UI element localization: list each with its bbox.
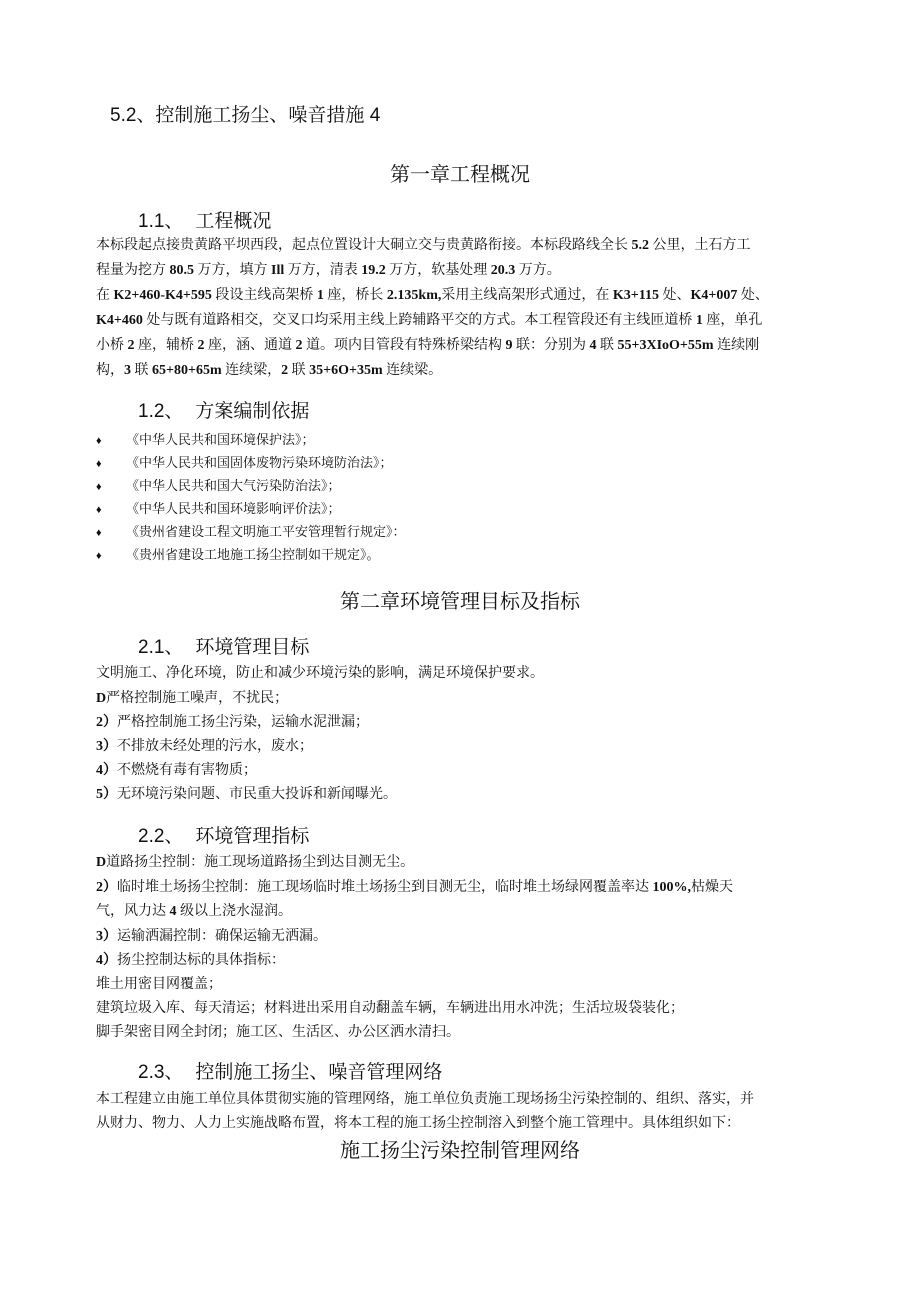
section-2-2-heading <box>138 821 309 848</box>
section-2-3-heading <box>138 1057 442 1084</box>
paragraph-line: 本标段起点接贵黄路平坝西段，起点位置设计大硐立交与贵黄路衔接。本标段路线全长 5.2 公里，土石方工 <box>96 238 751 253</box>
paragraph-line: 在 K2+460-K4+595 段设主线高架桥 1 座，桥长 2.135km,采用主线高架形式通过，在 K3+115 处、K4+007 处、 <box>96 288 769 303</box>
section-1-2-heading <box>138 396 309 423</box>
section-number: 1.2、 <box>138 401 184 422</box>
section-number: 2.2、 <box>138 826 184 847</box>
diamond-bullet-icon: ♦ <box>96 481 102 493</box>
list-item-continuation: 气，风力达 4 级以上浇水湿润。 <box>96 904 292 919</box>
paragraph-line: 构，3 联 65+80+65m 连续梁，2 联 35+6O+35m 连续梁。 <box>96 363 443 378</box>
toc-entry[interactable]: 5.2、控制施工扬尘、噪音措施 4 <box>110 105 381 126</box>
section-title: 控制施工扬尘、噪音管理网络 <box>195 1062 443 1083</box>
diamond-bullet-icon: ♦ <box>96 435 102 447</box>
list-item: ♦ 《中华人民共和国固体废物污染环境防治法》； <box>96 455 393 470</box>
list-item: 4）扬尘控制达标的具体指标： <box>96 953 285 968</box>
list-item: 2）临时堆土场扬尘控制：施工现场临时堆土场扬尘到目测无尘，临时堆土场绿网覆盖率达 100%,枯燥天 <box>96 880 733 895</box>
section-number: 2.3、 <box>138 1062 184 1083</box>
section-2-1-heading <box>138 632 309 659</box>
list-item: 3）运输洒漏控制：确保运输无洒漏。 <box>96 929 327 944</box>
section-number: 1.1、 <box>138 211 184 232</box>
list-item: D道路扬尘控制：施工现场道路扬尘到达目测无尘。 <box>96 855 415 870</box>
list-item: D严格控制施工噪声，不扰民； <box>96 691 289 706</box>
chapter-2-title: 第二章环境管理目标及指标 <box>340 591 580 613</box>
diamond-bullet-icon: ♦ <box>96 550 102 562</box>
indicator-line: 堆土用密目网覆盖； <box>96 977 222 992</box>
list-item: 5）无环境污染问题、市民重大投诉和新闻曝光。 <box>96 787 397 802</box>
section-title: 环境管理目标 <box>195 637 310 658</box>
section-title: 方案编制依据 <box>195 401 310 422</box>
section-number: 2.1、 <box>138 637 184 658</box>
section-1-1-heading <box>138 206 271 233</box>
list-item: 4）不燃烧有毒有害物质； <box>96 763 257 778</box>
list-item: 2）严格控制施工扬尘污染，运输水泥泄漏； <box>96 715 369 730</box>
diamond-bullet-icon: ♦ <box>96 458 102 470</box>
list-item: 3）不排放未经处理的污水，废水； <box>96 739 313 754</box>
indicator-line: 建筑垃圾入库、每天清运；材料进出采用自动翻盖车辆，车辆进出用水冲洗；生活垃圾袋装化； <box>96 1001 684 1016</box>
paragraph-line: 小桥 2 座，辅桥 2 座，涵、通道 2 道。项内目管段有特殊桥梁结构 9 联：分别为 4 联 55+3XIoO+55m 连续刚 <box>96 338 760 353</box>
indicator-line: 脚手架密目网全封闭；施工区、生活区、办公区洒水清扫。 <box>96 1025 460 1040</box>
section-title: 环境管理指标 <box>195 826 310 847</box>
list-item: ♦ 《贵州省建设工地施工扬尘控制如干规定》。 <box>96 547 380 562</box>
diamond-bullet-icon: ♦ <box>96 504 102 516</box>
paragraph-line: 从财力、物力、人力上实施战略布置，将本工程的施工扬尘控制溶入到整个施工管理中。具体组织如下： <box>96 1116 740 1131</box>
diamond-bullet-icon: ♦ <box>96 527 102 539</box>
list-item: ♦ 《中华人民共和国环境保护法》； <box>96 432 315 447</box>
section-title: 工程概况 <box>195 211 272 232</box>
paragraph-line: 程量为挖方 80.5 万方，填方 Ill 万方，清表 19.2 万方，软基处理 20.3 万方。 <box>96 263 561 278</box>
paragraph-line: 本工程建立由施工单位具体贯彻实施的管理网络，施工单位负责施工现场扬尘污染控制的、组织、落实，并 <box>96 1092 754 1107</box>
network-title: 施工扬尘污染控制管理网络 <box>340 1140 580 1162</box>
paragraph-line: K4+460 处与既有道路相交，交叉口均采用主线上跨辅路平交的方式。本工程管段还有主线匝道桥 1 座，单孔 <box>96 313 763 328</box>
list-item: ♦ 《贵州省建设工程文明施工平安管理暂行规定》： <box>96 524 406 539</box>
intro-text: 文明施工、净化环境，防止和减少环境污染的影响，满足环境保护要求。 <box>96 666 544 681</box>
chapter-1-title: 第一章工程概况 <box>390 164 530 186</box>
list-item: ♦ 《中华人民共和国环境影响评价法》； <box>96 501 341 516</box>
list-item: ♦ 《中华人民共和国大气污染防治法》； <box>96 478 341 493</box>
